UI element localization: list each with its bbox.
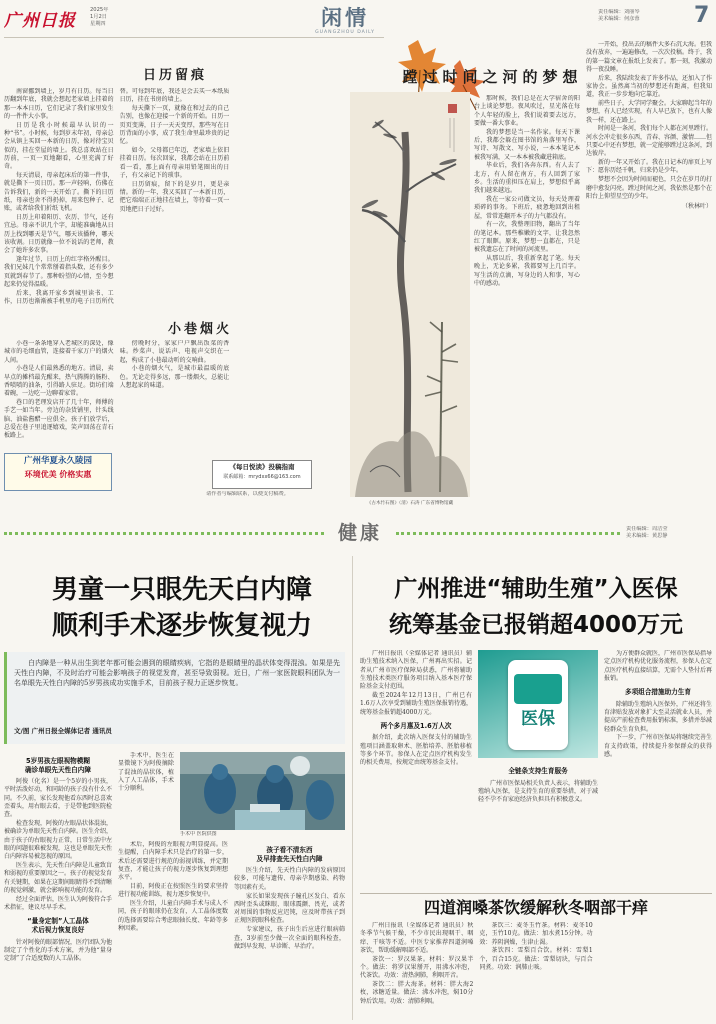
section-title: 闲情: [321, 6, 369, 30]
insurance-card: [514, 674, 562, 704]
submission-guide-title: 《每日悦读》投稿指南: [229, 463, 295, 471]
health-band-right-rule: [396, 532, 620, 535]
paragraph: 专家建议，孩子出生后应进行眼病筛查，3岁前至少做一次全面的眼科检查，做到早发现、早诊断、早治疗。: [234, 926, 345, 950]
paragraph: 时间是一条河，我们每个人都在河里蹚行。河水会冲走很多东西，青春、容颜、激情……但只要心中还有梦想，就一定能够蹚过这条河，到达彼岸。: [586, 125, 712, 158]
paragraph: 茶饮一：罗汉果茶。材料：罗汉果半个。做法：将罗汉果掰开，用沸水冲泡，代茶饮。功效：清热润肺，利咽开音。: [360, 955, 474, 980]
alley-article-title: 小巷烟火: [167, 322, 232, 337]
section-title-block: [300, 6, 390, 40]
health-column-divider: [352, 556, 353, 1020]
cataract-column-2-top: [118, 752, 174, 836]
paragraph: 术后，阿俊的左眼视力明显提高。医生提醒，白内障手术只是治疗的第一步，术后还需要进行规范的弱视训练，并定期复查，才能让孩子的视力逐步恢复到理想水平。: [118, 841, 228, 882]
art-editor-name: 美术编辑：何彦蓉: [598, 16, 640, 22]
calendar-article-body: [4, 88, 345, 310]
intro-accent-bar: [4, 652, 7, 744]
paragraph: 医生介绍，先天性白内障的发病原因较多，可能与遗传、母亲孕期感染、药物等因素有关。: [234, 867, 345, 891]
paragraph: 家长如果发现孩子瞳孔区发白、看东西时歪头或眯眼、眼球震颤、畏光，或者对周围的事物反应迟钝，应及时带孩子到正规医院眼科检查。: [234, 892, 345, 925]
cataract-column-3: [234, 841, 345, 1020]
paragraph: 检查发现，阿俊的左眼晶状体混浊，被确诊为单眼先天性白内障。医生介绍，由于孩子的右眼视力正常，日常生活中左眼的问题很难被发现，这也是单眼先天性白内障容易被忽视的原因。: [4, 820, 112, 861]
cataract-column-1: [4, 752, 112, 1020]
paragraph: 后来，我离开家乡到城里读书、工作，日历也渐渐被手机里的电子日历所代替。可每到年底，我还是会去买一本纸质日历，挂在书房的墙上。: [4, 88, 230, 305]
section-subtitle: GUANGZHOU DAILY: [315, 30, 375, 35]
dream-article-paragraphs: [586, 41, 712, 201]
paragraph: 茶饮二：胖大海茶。材料：胖大海2枚，冰糖适量。做法：沸水冲泡，焖10分钟后饮用。功效：清肺利咽。: [360, 981, 474, 1005]
cemetery-advertisement: [4, 453, 112, 491]
author-signature: （秋林叶）: [681, 203, 712, 211]
fertility-column-1: [360, 650, 472, 888]
tea-article-rule: [360, 893, 712, 894]
alley-article-body: [4, 340, 345, 450]
paragraph: 梦想不会因为时间而褪色，只会在岁月的打磨中愈发闪亮。蹚过时间之河，我依然是那个在阳台上仰望星空的少年。: [586, 176, 712, 200]
paragraph: 为方便群众就医，广州市医保局指导定点医疗机构优化服务流程，参保人在定点医疗机构直接结算，无需个人垫付后再报销。: [604, 650, 712, 682]
paragraph: 针对阿俊的眼部情况，医疗团队为他制定了个性化的手术方案，并为他“量身定制”了合适度数的人工晶体。: [4, 938, 112, 963]
ink-painting-image: [350, 92, 470, 497]
tea-article-body: [360, 922, 712, 1020]
paragraph: 茶饮三：麦冬玉竹茶。材料：麦冬10克，玉竹10克。做法：加水煮15分钟。功效：养阴润燥，生津止渴。: [479, 922, 593, 946]
paragraph: 小巷的烟火气，是城市最温暖的底色。无论走得多远，那一缕烟火，总能让人想起家的味道。: [119, 365, 230, 389]
paragraph: 广州日报讯（全媒体记者 通讯员）辅助生殖技术纳入医保，广州再出实招。记者从广州市医疗保障局获悉，广州将辅助生殖技术类医疗服务项目纳入基本医疗保险基金支付范围。: [360, 650, 472, 691]
paragraph: 一开始，投出去的稿件大多石沉大海。但我没有放弃，一遍遍修改，一次次投稿。终于，我的第一篇文章在报纸上发表了。那一刻，我激动得一夜没睡。: [586, 41, 712, 73]
submission-email: 联系邮箱：mrydxx66@163.com: [223, 474, 301, 480]
date-year: 2025年: [90, 7, 109, 13]
submission-guide-box: [212, 460, 312, 489]
paragraph: 毕业后，我们各奔东西。有人去了北方，有人留在南方，有人回到了家乡。生活的重担压在肩上，梦想似乎离我们越来越远。: [474, 162, 580, 195]
paragraph: 前些日子，大学同学聚会。大家聊起当年的梦想，有人已经实现，有人早已放下，也有人像我一样，还在路上。: [586, 100, 712, 124]
subheading: 5岁男孩左眼视物模糊 确诊单眼先天性白内障: [25, 757, 91, 774]
health-editors: [626, 526, 714, 542]
cataract-intro-box: [4, 652, 345, 744]
dream-article-column-b: [586, 41, 712, 501]
paragraph: 每天撕下一页，就像在和过去的自己告别，也像在迎接一个新的开始。日历一页页变薄，日子一天天变厚，那些写在日历背面的小事，成了我生命里最珍贵的记忆。: [119, 105, 230, 146]
paragraph: 小巷一条条地穿入老城区的深处，像城市的毛细血管，连接着千家万户的烟火人间。: [4, 340, 114, 364]
paragraph: 那时候，我们总是在大学宿舍的阳台上谈论梦想。夜风吹过，星光落在每个人年轻的脸上，我们说着要去远方，要做一番大事业。: [474, 95, 580, 127]
ad-title: 广州华夏永久陵园: [23, 456, 92, 466]
subheading: “量身定制”人工晶体 术后视力恢复良好: [27, 917, 89, 935]
paragraph: 日历是我小时候最早认识的一种“书”。小时候，每到岁末年初，母亲总会从镇上买回一本新的日历，像对待宝贝似的，挂在堂屋的墙上。我总喜欢站在日历前，一页一页地翻看，心里充满了好奇。: [4, 121, 114, 171]
cataract-column-2: [118, 841, 228, 1020]
paragraph: 南窗挪到墙上，岁月有日历。每当日历翻到年底，我就会想起老家墙上挂着的那一本本日历，它们记录了我们家里发生的一件件大小事。: [4, 88, 114, 120]
payment-note: 请作者与编辑联系，以便支付稿费。: [205, 491, 289, 497]
paragraph: 后来，我陆续发表了许多作品，还加入了作家协会。虽然离当初的梦想还有距离，但我知道，我正一步步地向它靠近。: [586, 74, 712, 99]
paragraph: 小巷是人们最熟悉的地方。清晨，卖早点的摊档最先醒来，热气腾腾的肠粉、香喷喷的油条，引得路人驻足。街坊们端着碗，一边吃一边聊着家常。: [4, 365, 114, 398]
subheading: 两个多月惠及1.6万人次: [380, 721, 452, 730]
health-band-left-rule: [4, 532, 324, 535]
paragraph: 从那以后，我重新拿起了笔。每天晚上，无论多累，我都要写上几百字。写生活的点滴，写身边的人和事，写心中的感动。: [474, 255, 580, 288]
date-day: 1月2日: [90, 14, 107, 20]
subheading: 孩子看不清东西 及早排查先天性白内障: [256, 846, 323, 863]
page-number: 7: [694, 3, 710, 28]
paragraph: 医生表示，先天性白内障是儿童致盲和弱视的重要原因之一。孩子的视觉发育有关键期，如果在这期间眼睛得不到清晰的视觉刺激，就会影响视功能的发育。: [4, 862, 112, 895]
paragraph: 目前，阿俊正在按照医生的要求坚持进行视功能训练，视力逐步恢复中。: [118, 882, 228, 899]
painting-caption: 《古木竹石图》（清）石涛 广东省博物馆藏: [366, 501, 454, 506]
paragraph: 有一次，我整理旧物，翻出了当年的笔记本。那些稚嫩的文字，让我忽然红了眼眶。原来，梦想一直都在，只是被我遗忘在了时间的河流里。: [474, 221, 580, 254]
masthead-logo: [4, 6, 86, 32]
cataract-intro-text: 白内障是一种从出生到老年都可能会遇到的眼睛疾病，它指的是眼睛里的晶状体变得混浊。如果是先天性白内障，不及时治疗可能会影响孩子的视觉发育，甚至导致弱视。近日，广州一家医院眼科团队为一名单眼先天性白内障的5岁男孩成功实施手术，目前孩子视力正逐步恢复。: [14, 659, 340, 687]
paragraph: 广州日报讯（全媒体记者 通讯员）秋冬季节气候干燥，不少市民出现咽干、咽痒、干咳等不适。中医专家推荐四道润嗓茶饮，帮助缓解咽部不适。: [360, 922, 474, 954]
cataract-headline-line2: 顺利手术逐步恢复视力: [51, 611, 312, 641]
dream-article-column-a: [474, 95, 580, 500]
paragraph: 逢年过节，日历上的红字格外醒目。我们兄妹几个常常掰着指头数，还有多少页就到春节了。那种盼望的心情，至今想起来仍觉得温暖。: [4, 255, 114, 288]
paragraph: 茶饮四：雪梨百合饮。材料：雪梨1个，百合15克。做法：雪梨切块，与百合同煮。功效：润肺止咳。: [479, 947, 593, 971]
paragraph: 新的一年又开始了。我在日记本的扉页上写下：愿你历经千帆，归来仍是少年。: [586, 159, 712, 175]
paragraph: 截至2024年12月13日，广州已有1.6万人次享受到辅助生殖医保报销待遇，统筹基金报销超4000万元。: [360, 691, 472, 716]
paragraph: 每天清晨，母亲起床后的第一件事，就是撕下一页日历。那一声轻响，仿佛在告诉我们，新的一天开始了。撕下的日历纸，母亲也舍不得扔掉，用来包种子、记账，或者给我们折纸飞机。: [4, 171, 114, 213]
tea-headline: 四道润嗓茶饮缓解秋冬咽部干痒: [423, 898, 648, 917]
paragraph: 阿俊（化名）是一个5岁的小男孩，平时活泼好动，和同龄的孩子没有什么不同。不久前，家长发现他看东西时总喜欢歪着头，用右眼去看，于是带他到医院检查。: [4, 778, 112, 819]
editor-name: 责任编辑：刘丽琴: [598, 9, 640, 15]
paragraph: 傍晚时分，家家户户飘出饭菜的香味。炒菜声、说话声、电视声交织在一起，构成了小巷最动听的交响曲。: [119, 340, 230, 364]
health-editor-name: 责任编辑：周洁莹: [626, 526, 668, 532]
cataract-byline: 文/图 广州日报全媒体记者 通讯员: [14, 727, 112, 735]
page-editors: [598, 9, 690, 29]
paragraph: 手术中，医生在显微镜下为阿俊摘除了混浊的晶状体，植入了人工晶体，手术十分顺利。: [118, 752, 174, 793]
issue-date: [90, 7, 130, 33]
health-section-title: 健康: [337, 522, 382, 544]
fertility-headline-line1: 广州推进“辅助生殖”入医保: [394, 576, 678, 602]
paragraph: 日历留痕，留下的是岁月，更是亲情。新的一年，我又买回了一本新日历，把它端端正正地挂在墙上，等待着一页一页地把日子过好。: [119, 180, 230, 213]
logo-text: 广州日报: [4, 11, 76, 31]
cataract-headline-line1: 男童一只眼先天白内障: [51, 575, 312, 605]
paragraph: 经过全面评估，医生认为阿俊符合手术指征，建议尽早手术。: [4, 895, 112, 912]
fertility-column-2: [478, 762, 598, 888]
paragraph: 广州市医保局相关负责人表示，将辅助生殖纳入医保，是支持生育的重要举措，对于减轻不孕不育家庭经济负担具有积极意义。: [478, 779, 598, 804]
paragraph: 除辅助生殖纳入医保外，广州还将生育津贴发放对象扩大至灵活就业人员，并提高产前检查费用报销标准，多措并举减轻群众生育负担。: [604, 700, 712, 733]
paragraph: 我在一家公司做文员，每天处理着琐碎的事务。下班后，疲惫地回到出租屋，常常连翻开本子的力气都没有。: [474, 196, 580, 220]
date-week: 星期四: [90, 21, 106, 27]
paragraph: 下一步，广州市医保局将继续完善生育支持政策，持续提升参保群众的获得感。: [604, 734, 712, 759]
medical-insurance-label: 医保: [521, 709, 555, 729]
surgery-photo: [180, 752, 345, 830]
calendar-article-title: 日历留痕: [142, 68, 207, 83]
paragraph: 如今，父母都已年迈，老家墙上依旧挂着日历。每次回家，我都会站在日历前看一看，那上面有母亲用铅笔圈出的日子，有父亲记下的琐事。: [119, 147, 230, 179]
subheading: 多项组合措施助力生育: [625, 688, 691, 697]
surgery-photo-caption: 手术中 医院供图: [180, 831, 217, 837]
paragraph: 医生介绍，儿童白内障手术与成人不同，孩子的眼球仍在发育，人工晶体度数的选择需要综合考虑眼轴长度、年龄等多种因素。: [118, 900, 228, 932]
medical-insurance-image: [478, 650, 598, 758]
subheading: 全链条支持生育服务: [508, 767, 568, 775]
fertility-column-3: [604, 650, 712, 888]
paragraph: 我的梦想是当一名作家。每天下课后，我都会躲在图书馆的角落里写作，写诗、写散文、写小说，一本本笔记本被我写满，又一本本被我藏进箱底。: [474, 128, 580, 161]
ad-slogan: 环境优美 价格实惠: [24, 470, 92, 479]
fertility-headline-line2: 统筹基金已报销超4000万元: [388, 612, 683, 638]
paragraph: 据介绍，此次纳入医保支付的辅助生殖项目涵盖取卵术、胚胎培养、胚胎移植等多个环节。参保人在定点医疗机构发生的相关费用，按规定由统筹基金支付。: [360, 734, 472, 767]
health-art-editor-name: 美术编辑：黄思静: [626, 533, 668, 539]
paragraph: 巷口的老理发店开了几十年，师傅的手艺一如当年。旁边的杂货铺里，针头线脑、油盐酱醋一应俱全。孩子们放学后，总爱在巷子里追逐嬉戏，笑声回荡在青石板路上。: [4, 399, 114, 440]
paragraph: 日历上印着阳历、农历、节气，还有宜忌。母亲不识几个字，却能准确地从日历上找到哪天是节气，哪天该播种，哪天该收割。日历就像一位不说话的老师，教会了她许多农事。: [4, 213, 114, 255]
dream-article-title: 蹚过时间之河的梦想: [402, 68, 583, 86]
header-rule: [4, 37, 384, 38]
